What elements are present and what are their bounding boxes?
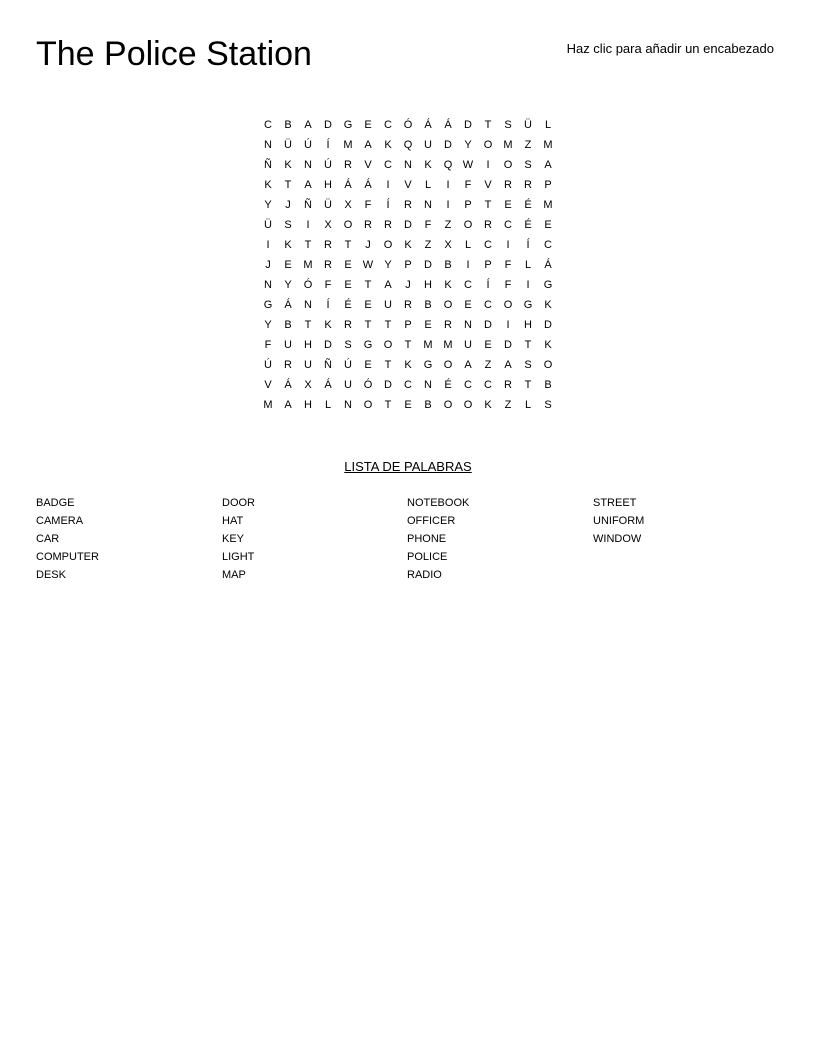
grid-letter: E	[484, 339, 492, 351]
grid-letter: Y	[264, 319, 272, 331]
grid-letter: M	[343, 139, 353, 151]
grid-letter: H	[304, 399, 312, 411]
grid-letter: A	[304, 179, 312, 191]
grid-letter: N	[304, 159, 312, 171]
grid-letter: X	[344, 199, 352, 211]
word-column	[36, 494, 99, 584]
grid-row	[258, 115, 558, 135]
grid-letter: S	[524, 159, 532, 171]
grid-letter: Z	[484, 359, 492, 371]
grid-letter: K	[384, 139, 392, 151]
grid-letter: X	[304, 379, 312, 391]
grid-letter: R	[524, 179, 532, 191]
word-list-item: BADGE	[36, 497, 75, 509]
grid-letter: P	[404, 319, 412, 331]
grid-letter: G	[423, 359, 433, 371]
grid-letter: X	[444, 239, 452, 251]
grid-letter: N	[464, 319, 472, 331]
grid-letter: V	[484, 179, 492, 191]
grid-letter: E	[344, 279, 352, 291]
word-list-title: LISTA DE PALABRAS	[344, 459, 472, 474]
grid-letter: Ó	[403, 119, 413, 131]
page-title: The Police Station	[36, 35, 312, 73]
word-list-item: UNIFORM	[593, 515, 645, 527]
word-list-item: DESK	[36, 569, 66, 581]
grid-letter: I	[506, 239, 510, 251]
grid-letter: Ü	[324, 199, 332, 211]
grid-letter: Á	[444, 119, 452, 131]
grid-letter: O	[363, 399, 373, 411]
grid-letter: M	[543, 139, 553, 151]
grid-letter: T	[364, 279, 372, 291]
grid-letter: K	[544, 299, 552, 311]
grid-letter: T	[384, 319, 392, 331]
grid-letter: P	[544, 179, 552, 191]
grid-letter: E	[364, 119, 372, 131]
word-list-item: COMPUTER	[36, 551, 99, 563]
grid-letter: O	[443, 299, 453, 311]
word-list-item: NOTEBOOK	[407, 497, 470, 509]
grid-letter: U	[464, 339, 472, 351]
grid-letter: T	[524, 379, 532, 391]
grid-letter: A	[364, 139, 372, 151]
grid-letter: P	[484, 259, 492, 271]
grid-letter: H	[304, 339, 312, 351]
grid-letter: P	[464, 199, 472, 211]
grid-letter: C	[404, 379, 412, 391]
grid-letter: K	[284, 239, 292, 251]
grid-letter: I	[446, 179, 450, 191]
grid-letter: Ú	[324, 159, 332, 171]
grid-letter: R	[504, 179, 512, 191]
grid-letter: E	[464, 299, 472, 311]
grid-letter: R	[344, 159, 352, 171]
grid-letter: C	[464, 279, 472, 291]
grid-letter: W	[362, 259, 374, 271]
grid-letter: Á	[364, 179, 372, 191]
grid-letter: O	[503, 299, 513, 311]
grid-letter: M	[543, 199, 553, 211]
grid-letter: A	[284, 399, 292, 411]
grid-letter: L	[464, 239, 472, 251]
grid-letter: I	[306, 219, 310, 231]
grid-letter: G	[523, 299, 533, 311]
grid-letter: B	[424, 399, 432, 411]
grid-letter: Y	[384, 259, 392, 271]
grid-letter: C	[484, 299, 492, 311]
grid-row	[258, 275, 558, 295]
grid-letter: F	[364, 199, 372, 211]
grid-letter: A	[504, 359, 512, 371]
grid-letter: N	[344, 399, 352, 411]
grid-letter: D	[424, 259, 432, 271]
word-column	[407, 494, 469, 584]
grid-letter: L	[524, 399, 532, 411]
grid-letter: Ü	[524, 119, 532, 131]
grid-letter: Z	[504, 399, 512, 411]
grid-letter: U	[344, 379, 352, 391]
grid-letter: G	[543, 279, 553, 291]
grid-letter: O	[443, 359, 453, 371]
grid-letter: R	[504, 379, 512, 391]
grid-letter: R	[284, 359, 292, 371]
grid-letter: E	[404, 399, 412, 411]
grid-letter: Ú	[264, 359, 272, 371]
grid-letter: Ú	[344, 359, 352, 371]
grid-letter: D	[384, 379, 392, 391]
grid-letter: H	[424, 279, 432, 291]
grid-letter: G	[343, 119, 353, 131]
grid-letter: T	[384, 359, 392, 371]
word-column	[222, 494, 255, 584]
grid-letter: V	[264, 379, 272, 391]
grid-letter: S	[504, 119, 512, 131]
grid-letter: K	[284, 159, 292, 171]
grid-letter: F	[324, 279, 332, 291]
grid-letter: E	[344, 259, 352, 271]
grid-letter: Ó	[363, 379, 373, 391]
grid-letter: I	[466, 259, 470, 271]
grid-letter: Í	[326, 299, 330, 311]
grid-letter: Á	[544, 259, 552, 271]
grid-letter: U	[284, 339, 292, 351]
grid-letter: B	[284, 119, 292, 131]
grid-letter: R	[404, 299, 412, 311]
grid-letter: R	[484, 219, 492, 231]
grid-letter: S	[284, 219, 292, 231]
grid-letter: R	[344, 319, 352, 331]
grid-letter: M	[503, 139, 513, 151]
word-list-item: OFFICER	[407, 515, 456, 527]
grid-letter: Ñ	[324, 359, 332, 371]
grid-letter: D	[544, 319, 552, 331]
grid-row	[258, 355, 558, 375]
grid-letter: N	[404, 159, 412, 171]
grid-letter: O	[463, 399, 473, 411]
grid-letter: B	[284, 319, 292, 331]
grid-letter: T	[384, 399, 392, 411]
word-list-item: PHONE	[407, 533, 447, 545]
grid-letter: E	[544, 219, 552, 231]
grid-letter: M	[443, 339, 453, 351]
grid-row	[258, 315, 558, 335]
grid-letter: M	[263, 399, 273, 411]
grid-row	[258, 175, 558, 195]
grid-letter: Ú	[304, 139, 312, 151]
grid-letter: T	[344, 239, 352, 251]
grid-letter: K	[484, 399, 492, 411]
grid-letter: K	[444, 279, 452, 291]
grid-letter: I	[526, 279, 530, 291]
grid-letter: F	[264, 339, 272, 351]
grid-letter: N	[424, 199, 432, 211]
grid-letter: Á	[424, 119, 432, 131]
grid-letter: É	[444, 379, 452, 391]
grid-letter: L	[424, 179, 432, 191]
grid-letter: A	[384, 279, 392, 291]
grid-letter: M	[423, 339, 433, 351]
grid-letter: C	[384, 119, 392, 131]
grid-letter: Y	[284, 279, 292, 291]
grid-letter: C	[464, 379, 472, 391]
grid-letter: B	[544, 379, 552, 391]
grid-letter: N	[264, 279, 272, 291]
grid-letter: Ü	[284, 139, 292, 151]
grid-letter: Q	[403, 139, 413, 151]
grid-letter: G	[363, 339, 373, 351]
word-list-item: LIGHT	[222, 551, 255, 563]
grid-letter: V	[364, 159, 372, 171]
grid-letter: T	[304, 319, 312, 331]
word-list-item: WINDOW	[593, 533, 642, 545]
grid-letter: B	[444, 259, 452, 271]
grid-letter: B	[424, 299, 432, 311]
grid-letter: H	[524, 319, 532, 331]
grid-letter: Í	[526, 239, 530, 251]
grid-letter: Y	[264, 199, 272, 211]
grid-letter: O	[383, 339, 393, 351]
grid-letter: Y	[464, 139, 472, 151]
grid-letter: O	[343, 219, 353, 231]
grid-letter: L	[544, 119, 552, 131]
grid-letter: W	[462, 159, 474, 171]
grid-letter: R	[324, 259, 332, 271]
grid-letter: C	[544, 239, 552, 251]
word-list-item: CAMERA	[36, 515, 84, 527]
grid-letter: E	[364, 359, 372, 371]
grid-letter: C	[484, 379, 492, 391]
grid-letter: L	[524, 259, 532, 271]
grid-letter: O	[443, 399, 453, 411]
grid-letter: F	[504, 279, 512, 291]
grid-letter: É	[344, 299, 352, 311]
grid-letter: F	[504, 259, 512, 271]
grid-letter: U	[384, 299, 392, 311]
grid-letter: C	[264, 119, 272, 131]
grid-letter: D	[324, 119, 332, 131]
grid-letter: O	[463, 219, 473, 231]
grid-letter: R	[444, 319, 452, 331]
grid-letter: N	[304, 299, 312, 311]
grid-letter: Z	[444, 219, 452, 231]
grid-letter: D	[464, 119, 472, 131]
word-list-item: MAP	[222, 569, 246, 581]
grid-letter: T	[284, 179, 292, 191]
grid-letter: Ñ	[264, 159, 272, 171]
grid-letter: R	[364, 219, 372, 231]
grid-letter: E	[424, 319, 432, 331]
grid-letter: K	[404, 359, 412, 371]
grid-letter: O	[383, 239, 393, 251]
word-search-grid	[258, 115, 558, 415]
grid-letter: T	[304, 239, 312, 251]
grid-letter: M	[303, 259, 313, 271]
word-list-item: KEY	[222, 533, 245, 545]
grid-letter: K	[264, 179, 272, 191]
grid-letter: F	[424, 219, 432, 231]
grid-letter: Z	[424, 239, 432, 251]
grid-row	[258, 135, 558, 155]
grid-letter: D	[404, 219, 412, 231]
grid-letter: Ó	[303, 279, 313, 291]
grid-letter: E	[504, 199, 512, 211]
grid-letter: K	[324, 319, 332, 331]
grid-letter: I	[446, 199, 450, 211]
grid-letter: Í	[386, 199, 390, 211]
grid-letter: E	[364, 299, 372, 311]
grid-letter: T	[484, 119, 492, 131]
word-list-item: HAT	[222, 515, 244, 527]
grid-letter: É	[524, 199, 532, 211]
grid-letter: N	[424, 379, 432, 391]
add-header-link[interactable]: Haz clic para añadir un encabezado	[566, 41, 774, 56]
grid-letter: D	[324, 339, 332, 351]
grid-letter: V	[404, 179, 412, 191]
grid-letter: O	[483, 139, 493, 151]
grid-letter: U	[424, 139, 432, 151]
grid-letter: A	[464, 359, 472, 371]
grid-letter: C	[384, 159, 392, 171]
grid-letter: T	[364, 319, 372, 331]
word-list-item: POLICE	[407, 551, 448, 563]
grid-letter: Ü	[264, 219, 272, 231]
word-column	[593, 494, 644, 548]
grid-letter: R	[384, 219, 392, 231]
grid-letter: C	[504, 219, 512, 231]
grid-letter: Á	[324, 379, 332, 391]
grid-row	[258, 335, 558, 355]
grid-row	[258, 255, 558, 275]
grid-letter: O	[503, 159, 513, 171]
grid-letter: L	[324, 399, 332, 411]
grid-letter: D	[504, 339, 512, 351]
grid-row	[258, 195, 558, 215]
grid-letter: Í	[486, 279, 490, 291]
grid-letter: D	[484, 319, 492, 331]
grid-letter: J	[405, 279, 411, 291]
grid-letter: U	[304, 359, 312, 371]
word-list-item: DOOR	[222, 497, 255, 509]
word-list-item: CAR	[36, 533, 60, 545]
grid-letter: Á	[284, 299, 292, 311]
grid-letter: Á	[344, 179, 352, 191]
grid-letter: J	[285, 199, 291, 211]
grid-letter: R	[324, 239, 332, 251]
grid-letter: E	[284, 259, 292, 271]
grid-letter: T	[524, 339, 532, 351]
grid-letter: A	[544, 159, 552, 171]
grid-row	[258, 235, 558, 255]
grid-row	[258, 215, 558, 235]
grid-letter: F	[464, 179, 472, 191]
grid-letter: I	[506, 319, 510, 331]
word-list-item: RADIO	[407, 569, 442, 581]
grid-letter: O	[543, 359, 553, 371]
grid-letter: G	[263, 299, 273, 311]
grid-letter: T	[404, 339, 412, 351]
grid-row	[258, 395, 558, 415]
grid-letter: I	[486, 159, 490, 171]
grid-letter: R	[404, 199, 412, 211]
grid-letter: I	[266, 239, 270, 251]
grid-letter: X	[324, 219, 332, 231]
grid-letter: S	[544, 399, 552, 411]
grid-letter: Í	[326, 139, 330, 151]
grid-letter: J	[365, 239, 371, 251]
grid-letter: Q	[443, 159, 453, 171]
grid-letter: S	[344, 339, 352, 351]
grid-letter: A	[304, 119, 312, 131]
grid-letter: K	[544, 339, 552, 351]
grid-letter: Ñ	[304, 199, 312, 211]
grid-letter: N	[264, 139, 272, 151]
grid-letter: Á	[284, 379, 292, 391]
grid-row	[258, 295, 558, 315]
grid-letter: É	[524, 219, 532, 231]
word-list-item: STREET	[593, 497, 637, 509]
grid-letter: C	[484, 239, 492, 251]
grid-letter: Z	[524, 139, 532, 151]
grid-letter: P	[404, 259, 412, 271]
grid-letter: S	[524, 359, 532, 371]
grid-row	[258, 375, 558, 395]
grid-letter: D	[444, 139, 452, 151]
grid-letter: J	[265, 259, 271, 271]
grid-letter: T	[484, 199, 492, 211]
grid-letter: I	[386, 179, 390, 191]
grid-row	[258, 155, 558, 175]
grid-letter: K	[424, 159, 432, 171]
grid-letter: H	[324, 179, 332, 191]
grid-letter: K	[404, 239, 412, 251]
